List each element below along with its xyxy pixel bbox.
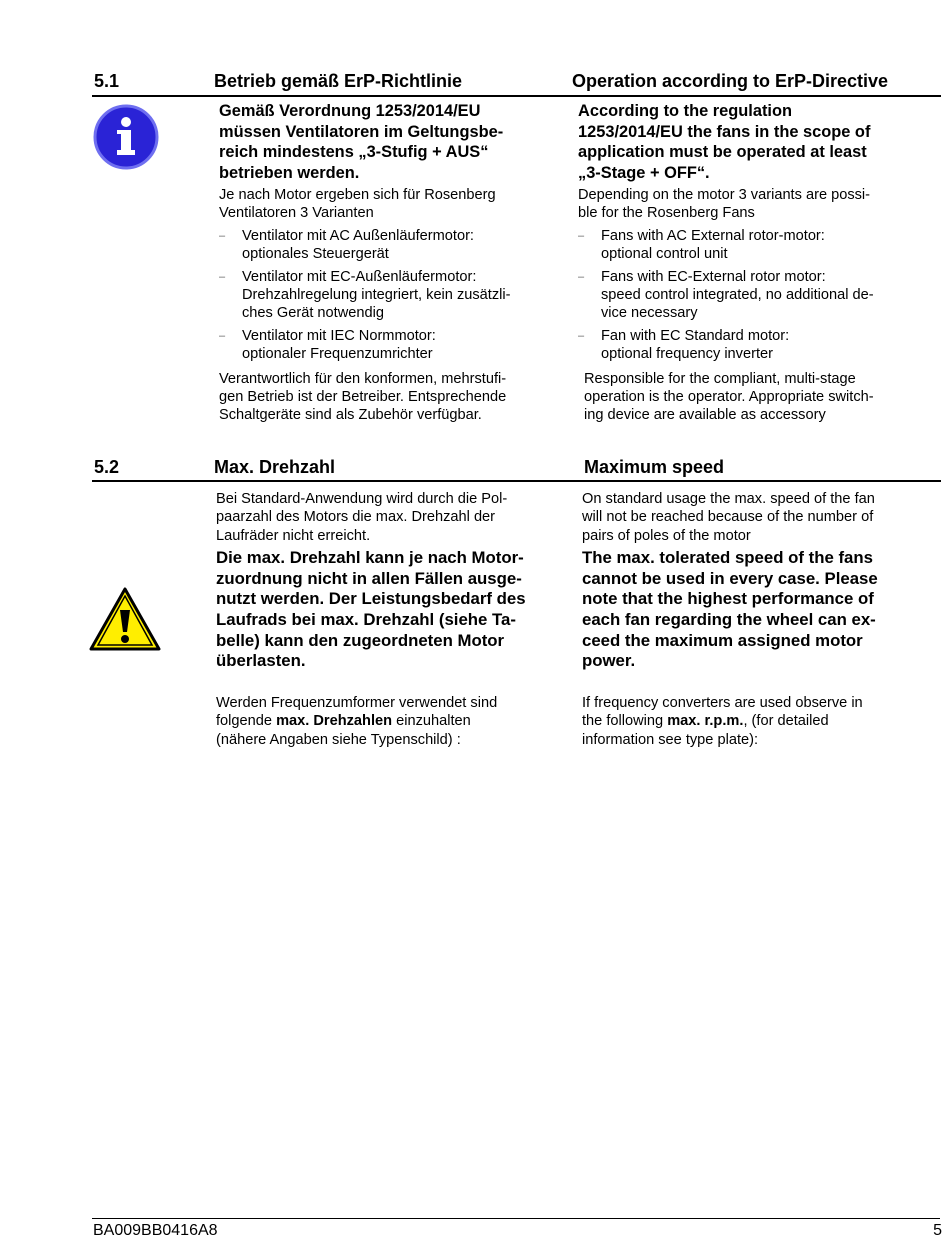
list-item: – Fans with AC External rotor-motor: optional control unit [578,227,825,263]
list-item: – Ventilator mit IEC Normmotor: optionaler Frequenzumrichter [219,327,436,363]
dash-marker: – [578,270,585,283]
section-5-2-english-text [582,490,927,749]
warning-icon [88,586,162,652]
text-line: The max. tolerated speed of the fans [582,548,873,568]
page-number: 5 [933,1222,942,1239]
text-line: Laufrads bei max. Drehzahl (siehe Ta- [216,610,516,629]
text-line: each fan regarding the wheel can ex- [582,610,876,629]
section-5-1-german-text [219,101,559,425]
list-item: – Fans with EC-External rotor motor: speed control integrated, no additional de- vice necessary [578,268,874,322]
list-item: – Ventilator mit AC Außenläufermotor: optionales Steuergerät [219,227,474,263]
text-line: If frequency converters are used observe in [582,694,863,711]
dash-marker: – [219,270,226,283]
section-divider [92,95,941,97]
info-icon [93,104,159,170]
text-line: zuordnung nicht in allen Fällen ausge- [216,568,522,588]
text-line: operation is the operator. Appropriate switch- [584,389,874,406]
section-5-2-german-text [216,490,561,749]
text-line: reich mindestens „3-Stufig + AUS“ [219,143,489,161]
text-line: überlasten. [216,651,306,671]
text-line: ing device are available as accessory [584,407,826,424]
section-number: 5.1 [94,71,120,91]
text-line: gen Betrieb ist der Betreiber. Entsprechende [219,389,507,406]
text-line: ble for the Rosenberg Fans [578,205,755,222]
text-line: cannot be used in every case. Please [582,568,878,588]
section-5-1-english-text [578,101,923,425]
section-title-de: Betrieb gemäß ErP-Richtlinie [214,71,463,91]
text-line: application must be operated at least [578,143,867,161]
text-line: (nähere Angaben siehe Typenschild) : [216,731,461,748]
text-line: Verantwortlich für den konformen, mehrstufi- [219,370,507,387]
text-line: 1253/2014/EU the fans in the scope of [578,122,871,141]
text-line: Die max. Drehzahl kann je nach Motor- [216,548,524,568]
text-line: Responsible for the compliant, multi-stage [584,370,856,387]
text-line: folgende max. Drehzahlen einzuhalten [216,713,471,730]
text-line: Depending on the motor 3 variants are possi- [578,187,871,203]
text-line: „3-Stage + OFF“. [578,163,710,182]
section-divider [92,480,941,482]
section-number: 5.2 [94,457,120,477]
text-line: Werden Frequenzumformer verwendet sind [216,694,498,711]
text-line: Ventilatoren 3 Varianten [219,205,374,222]
text-line: ceed the maximum assigned motor [582,630,863,650]
dash-marker: – [219,329,226,342]
text-line: will not be reached because of the number of [582,509,874,526]
list-item: – Ventilator mit EC-Außenläufermotor: Drehzahlregelung integriert, kein zusätzli- ches Gerät notwendig [219,268,511,322]
section-title-en: Operation according to ErP-Directive [572,71,889,91]
text-line: Je nach Motor ergeben sich für Rosenberg [219,187,496,203]
section-title-en: Maximum speed [584,457,725,477]
footer-divider [92,1218,940,1219]
text-line: note that the highest performance of [582,589,874,609]
text-line: paarzahl des Motors die max. Drehzahl der [216,509,496,526]
dash-marker: – [219,229,226,242]
text-line: betrieben werden. [219,163,360,182]
text-line: According to the regulation [578,102,792,120]
text-line: power. [582,651,636,671]
dash-marker: – [578,229,585,242]
list-item: – Fan with EC Standard motor: optional frequency inverter [578,327,790,363]
text-line: On standard usage the max. speed of the fan [582,491,875,507]
text-line: Schaltgeräte sind als Zubehör verfügbar. [219,407,482,424]
text-line: the following max. r.p.m., (for detailed [582,713,829,730]
text-line: pairs of poles of the motor [582,527,751,544]
text-line: Gemäß Verordnung 1253/2014/EU [219,102,481,120]
text-line: Laufräder nicht erreicht. [216,527,371,544]
emphasis: max. Drehzahlen [276,713,393,730]
text-line: information see type plate): [582,731,759,748]
text-line: müssen Ventilatoren im Geltungsbe- [219,122,504,141]
section-title-de: Max. Drehzahl [214,457,336,477]
document-code: BA009BB0416A8 [93,1222,218,1239]
dash-marker: – [578,329,585,342]
text-line: belle) kann den zugeordneten Motor [216,630,505,650]
emphasis: max. r.p.m. [667,713,744,730]
text-line: nutzt werden. Der Leistungsbedarf des [216,589,526,609]
text-line: Bei Standard-Anwendung wird durch die Pol- [216,491,508,507]
